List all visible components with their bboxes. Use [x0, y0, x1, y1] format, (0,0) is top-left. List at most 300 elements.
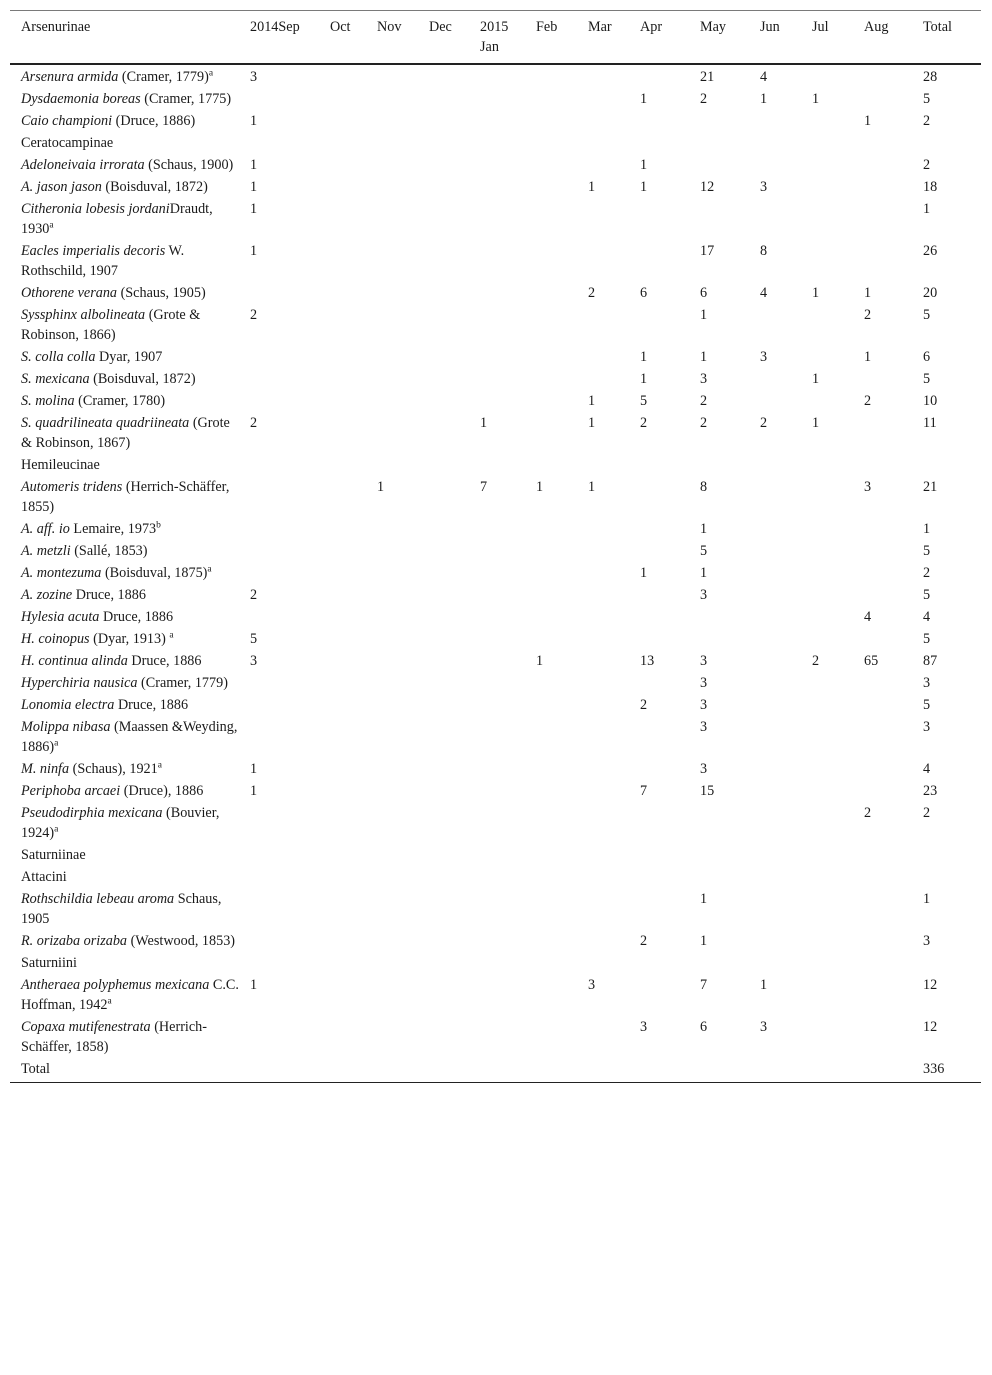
count-cell	[429, 540, 480, 562]
total-cell: 1	[923, 520, 931, 537]
count-cell	[812, 64, 864, 88]
species-authority: Dyar, 1907	[95, 348, 163, 365]
count-cell	[480, 888, 536, 930]
count-cell	[377, 606, 429, 628]
count-cell	[330, 866, 377, 888]
column-header: Total	[923, 19, 952, 35]
species-name-cell	[10, 952, 250, 974]
count-cell	[640, 540, 700, 562]
species-name-cell	[10, 1058, 250, 1083]
count-cell	[250, 866, 330, 888]
species-name-italic: S. mexicana	[21, 370, 90, 387]
count-cell: 3	[700, 760, 708, 777]
species-authority: Schaus, 1905	[21, 890, 222, 927]
count-cell	[377, 866, 429, 888]
species-authority: (Schaus), 1921	[69, 760, 158, 777]
species-authority: (Druce, 1886)	[112, 112, 196, 129]
count-cell	[480, 540, 536, 562]
count-cell	[588, 672, 640, 694]
column-header: May	[700, 19, 727, 35]
total-cell: 12	[923, 1018, 938, 1035]
total-cell: 18	[923, 178, 938, 195]
count-cell	[330, 952, 377, 974]
count-cell	[330, 154, 377, 176]
count-cell	[429, 866, 480, 888]
species-authority: (Cramer, 1779)	[137, 674, 228, 691]
count-cell	[377, 304, 429, 346]
total-cell: 23	[923, 782, 938, 799]
column-header: Mar	[588, 19, 612, 35]
count-cell: 3	[250, 68, 258, 85]
count-cell: 3	[640, 1018, 648, 1035]
species-authority: Saturniinae	[21, 846, 86, 863]
count-cell	[480, 110, 536, 132]
total-cell: 21	[923, 478, 938, 495]
count-cell: 3	[700, 696, 708, 713]
species-name-cell	[10, 672, 250, 694]
table-row	[10, 584, 981, 606]
count-cell	[330, 110, 377, 132]
count-cell	[377, 930, 429, 952]
count-cell	[480, 88, 536, 110]
count-cell	[330, 346, 377, 368]
count-cell: 2	[760, 414, 768, 431]
count-cell	[760, 454, 812, 476]
table-row	[10, 952, 981, 974]
count-cell: 1	[700, 520, 708, 537]
count-cell	[536, 866, 588, 888]
species-authority: (Grote & Robinson, 1867)	[21, 414, 230, 451]
table-row	[10, 930, 981, 952]
count-cell	[480, 650, 536, 672]
count-cell	[536, 304, 588, 346]
count-cell	[588, 716, 640, 758]
count-cell	[377, 154, 429, 176]
count-cell	[700, 606, 760, 628]
count-cell	[812, 540, 864, 562]
total-cell: 4	[923, 608, 931, 625]
count-cell	[864, 758, 923, 780]
total-cell: 5	[923, 90, 931, 107]
species-name-italic: Pseudodirphia mexicana	[21, 804, 163, 821]
count-cell	[429, 758, 480, 780]
count-cell	[377, 650, 429, 672]
count-cell	[480, 584, 536, 606]
species-name-cell	[10, 930, 250, 952]
table-row	[10, 368, 981, 390]
count-cell	[640, 844, 700, 866]
table-row	[10, 304, 981, 346]
count-cell: 5	[700, 542, 708, 559]
count-cell	[812, 758, 864, 780]
table-row	[10, 780, 981, 802]
count-cell	[429, 802, 480, 844]
count-cell	[536, 540, 588, 562]
table-row	[10, 240, 981, 282]
count-cell	[812, 176, 864, 198]
count-cell	[480, 606, 536, 628]
count-cell	[812, 562, 864, 584]
count-cell	[700, 154, 760, 176]
count-cell	[429, 304, 480, 346]
species-name-cell	[10, 802, 250, 844]
count-cell	[640, 64, 700, 88]
count-cell	[250, 1058, 330, 1083]
species-name-italic: Adeloneivaia irrorata	[21, 156, 145, 173]
species-authority: C.C. Hoffman, 1942	[21, 976, 239, 1013]
species-authority: W. Rothschild, 1907	[21, 242, 185, 279]
count-cell: 3	[588, 976, 596, 993]
count-cell	[812, 454, 864, 476]
count-cell: 2	[864, 306, 872, 323]
count-cell	[812, 304, 864, 346]
count-cell	[377, 368, 429, 390]
species-authority: Druce, 1886	[99, 608, 174, 625]
count-cell	[330, 844, 377, 866]
species-name-cell	[10, 476, 250, 518]
count-cell	[480, 390, 536, 412]
species-name-cell	[10, 584, 250, 606]
count-cell	[480, 1058, 536, 1083]
total-cell	[923, 132, 981, 154]
total-cell	[923, 866, 981, 888]
table-row	[10, 132, 981, 154]
total-cell	[923, 952, 981, 974]
count-cell	[480, 240, 536, 282]
species-name-italic: Caio championi	[21, 112, 113, 129]
count-cell	[480, 304, 536, 346]
count-cell	[536, 64, 588, 88]
species-name-italic: Molippa nibasa	[21, 718, 111, 735]
count-cell	[588, 802, 640, 844]
count-cell	[377, 240, 429, 282]
total-cell: 5	[923, 542, 931, 559]
count-cell	[588, 88, 640, 110]
count-cell	[864, 454, 923, 476]
count-cell	[536, 802, 588, 844]
count-cell	[812, 1058, 864, 1083]
count-cell	[480, 866, 536, 888]
count-cell	[700, 132, 760, 154]
count-cell	[377, 110, 429, 132]
count-cell	[429, 952, 480, 974]
species-name-italic: Periphoba arcaei	[21, 782, 121, 799]
count-cell: 2	[864, 804, 872, 821]
count-cell	[588, 694, 640, 716]
table-row	[10, 282, 981, 304]
count-cell	[536, 628, 588, 650]
count-cell	[760, 198, 812, 240]
count-cell: 1	[250, 178, 258, 195]
column-header: 2014Sep	[250, 19, 300, 35]
total-cell	[923, 454, 981, 476]
count-cell	[864, 930, 923, 952]
count-cell	[812, 606, 864, 628]
count-cell: 1	[250, 976, 258, 993]
total-cell: 5	[923, 696, 931, 713]
count-cell: 1	[640, 370, 648, 387]
count-cell	[429, 844, 480, 866]
count-cell	[812, 844, 864, 866]
count-cell	[377, 412, 429, 454]
count-cell	[536, 518, 588, 540]
count-cell	[377, 346, 429, 368]
species-name-italic: Dysdaemonia boreas	[21, 90, 141, 107]
count-cell	[588, 650, 640, 672]
count-cell	[480, 672, 536, 694]
count-cell	[377, 88, 429, 110]
table-row	[10, 974, 981, 1016]
count-cell	[536, 780, 588, 802]
count-cell	[760, 628, 812, 650]
count-cell	[536, 198, 588, 240]
species-name-italic: Rothschildia lebeau aroma	[21, 890, 175, 907]
count-cell	[330, 584, 377, 606]
count-cell: 1	[700, 564, 708, 581]
count-cell: 1	[536, 652, 544, 669]
species-name-cell	[10, 518, 250, 540]
species-name-italic: Lonomia electra	[21, 696, 115, 713]
footnote-marker: a	[54, 823, 59, 834]
count-cell: 3	[700, 718, 708, 735]
count-cell: 2	[700, 414, 708, 431]
count-cell	[330, 368, 377, 390]
count-cell	[330, 888, 377, 930]
table-row	[10, 390, 981, 412]
count-cell	[429, 672, 480, 694]
count-cell	[330, 694, 377, 716]
count-cell	[588, 64, 640, 88]
count-cell	[640, 802, 700, 844]
species-name-cell	[10, 758, 250, 780]
count-cell	[429, 518, 480, 540]
count-cell	[700, 866, 760, 888]
count-cell	[760, 368, 812, 390]
count-cell	[864, 844, 923, 866]
count-cell	[480, 952, 536, 974]
total-cell: 6	[923, 348, 931, 365]
count-cell	[760, 304, 812, 346]
count-cell: 13	[640, 652, 655, 669]
count-cell	[330, 454, 377, 476]
count-cell	[812, 974, 864, 1016]
count-cell	[536, 974, 588, 1016]
count-cell	[480, 64, 536, 88]
count-cell	[330, 412, 377, 454]
table-row	[10, 518, 981, 540]
species-name-cell	[10, 198, 250, 240]
count-cell	[429, 64, 480, 88]
footnote-marker: b	[156, 519, 161, 530]
species-name-cell	[10, 110, 250, 132]
species-name-cell	[10, 562, 250, 584]
count-cell	[760, 132, 812, 154]
count-cell: 1	[536, 478, 544, 495]
count-cell	[864, 584, 923, 606]
column-header: Dec	[429, 19, 452, 35]
table-row	[10, 844, 981, 866]
table-row	[10, 650, 981, 672]
count-cell	[250, 844, 330, 866]
count-cell	[864, 952, 923, 974]
count-cell	[640, 758, 700, 780]
total-cell: 2	[923, 112, 931, 129]
count-cell: 2	[812, 652, 820, 669]
count-cell	[377, 198, 429, 240]
count-cell	[536, 240, 588, 282]
count-cell	[588, 628, 640, 650]
count-cell: 1	[250, 156, 258, 173]
count-cell	[864, 780, 923, 802]
count-cell	[330, 304, 377, 346]
count-cell	[588, 930, 640, 952]
count-cell	[864, 694, 923, 716]
count-cell	[812, 952, 864, 974]
count-cell: 6	[700, 1018, 708, 1035]
count-cell	[250, 518, 330, 540]
table-row	[10, 562, 981, 584]
footnote-marker: a	[207, 563, 212, 574]
total-cell: 26	[923, 242, 938, 259]
count-cell	[640, 606, 700, 628]
count-cell	[330, 240, 377, 282]
count-cell	[700, 952, 760, 974]
count-cell	[640, 628, 700, 650]
count-cell	[588, 240, 640, 282]
total-cell: 336	[923, 1060, 945, 1077]
species-name-italic: Hylesia acuta	[21, 608, 100, 625]
count-cell	[760, 844, 812, 866]
count-cell	[429, 562, 480, 584]
species-name-cell	[10, 716, 250, 758]
count-cell	[330, 476, 377, 518]
count-cell	[330, 672, 377, 694]
count-cell: 1	[812, 370, 820, 387]
count-cell	[536, 390, 588, 412]
species-name-cell	[10, 176, 250, 198]
species-name-cell	[10, 974, 250, 1016]
count-cell	[812, 518, 864, 540]
species-name-cell	[10, 540, 250, 562]
count-cell	[429, 930, 480, 952]
count-cell	[330, 974, 377, 1016]
species-authority: (Cramer, 1780)	[74, 392, 166, 409]
count-cell	[864, 974, 923, 1016]
table-row	[10, 346, 981, 368]
count-cell	[429, 694, 480, 716]
count-cell	[536, 606, 588, 628]
count-cell: 1	[480, 414, 488, 431]
count-cell: 1	[250, 242, 258, 259]
column-header: Oct	[330, 19, 351, 35]
count-cell	[640, 584, 700, 606]
count-cell	[588, 1016, 640, 1058]
count-cell	[700, 454, 760, 476]
count-cell: 17	[700, 242, 715, 259]
count-cell	[640, 110, 700, 132]
count-cell	[760, 562, 812, 584]
count-cell	[250, 454, 330, 476]
count-cell	[640, 1058, 700, 1083]
count-cell	[812, 716, 864, 758]
count-cell	[250, 802, 330, 844]
count-cell	[760, 154, 812, 176]
count-cell	[640, 240, 700, 282]
species-name-cell	[10, 454, 250, 476]
count-cell: 1	[864, 348, 872, 365]
count-cell	[429, 198, 480, 240]
species-name-cell	[10, 866, 250, 888]
count-cell	[429, 240, 480, 282]
count-cell	[760, 802, 812, 844]
count-cell	[812, 1016, 864, 1058]
count-cell	[536, 562, 588, 584]
count-cell	[377, 888, 429, 930]
count-cell: 3	[760, 1018, 768, 1035]
count-cell	[864, 154, 923, 176]
count-cell	[640, 952, 700, 974]
column-header: Jul	[812, 19, 829, 35]
footnote-marker: a	[54, 737, 59, 748]
count-cell	[377, 540, 429, 562]
header-row	[10, 11, 981, 64]
count-cell	[812, 198, 864, 240]
species-name-cell	[10, 888, 250, 930]
species-name-cell	[10, 88, 250, 110]
count-cell	[480, 562, 536, 584]
count-cell	[588, 866, 640, 888]
count-cell	[429, 780, 480, 802]
count-cell	[536, 368, 588, 390]
count-cell	[588, 304, 640, 346]
count-cell: 12	[700, 178, 715, 195]
table-row	[10, 110, 981, 132]
count-cell	[536, 716, 588, 758]
species-authority: (Cramer, 1775)	[140, 90, 232, 107]
count-cell	[250, 346, 330, 368]
species-name-cell	[10, 1016, 250, 1058]
total-cell: 2	[923, 804, 931, 821]
count-cell	[377, 844, 429, 866]
count-cell	[760, 1058, 812, 1083]
count-cell	[429, 1058, 480, 1083]
count-cell	[812, 584, 864, 606]
count-cell	[480, 176, 536, 198]
count-cell	[429, 1016, 480, 1058]
count-cell	[588, 368, 640, 390]
table-row	[10, 866, 981, 888]
total-cell: 87	[923, 652, 938, 669]
count-cell	[700, 110, 760, 132]
table-row	[10, 1016, 981, 1058]
count-cell	[812, 132, 864, 154]
species-name-cell	[10, 606, 250, 628]
count-cell	[760, 390, 812, 412]
count-cell	[760, 866, 812, 888]
count-cell	[250, 952, 330, 974]
table-row	[10, 154, 981, 176]
count-cell	[377, 974, 429, 1016]
count-cell	[864, 888, 923, 930]
count-cell	[700, 1058, 760, 1083]
count-cell	[588, 888, 640, 930]
count-cell: 1	[588, 478, 596, 495]
count-cell	[760, 650, 812, 672]
table-row	[10, 64, 981, 88]
count-cell: 1	[812, 90, 820, 107]
count-cell	[377, 518, 429, 540]
count-cell	[480, 1016, 536, 1058]
